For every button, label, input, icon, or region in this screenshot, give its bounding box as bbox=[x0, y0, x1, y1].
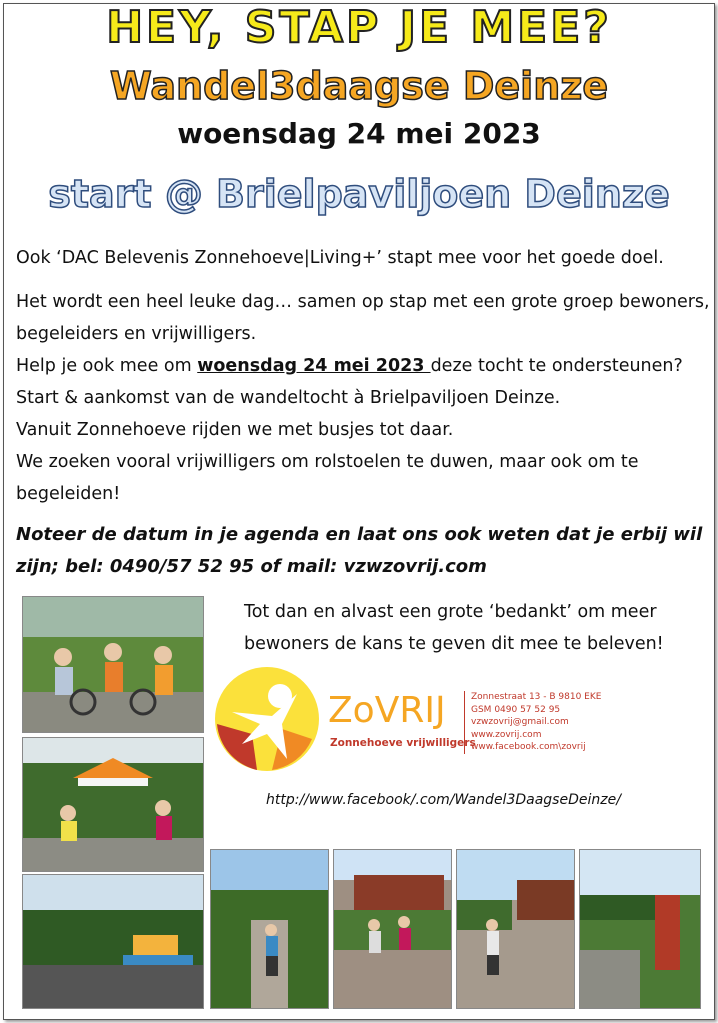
contact-address: Zonnestraat 13 - B 9810 EKE bbox=[471, 692, 602, 702]
contact-email[interactable]: vzwzovrij@gmail.com bbox=[471, 717, 569, 727]
logo-tagline: Zonnehoeve vrijwilligers bbox=[330, 737, 476, 749]
body-line: We zoeken vooral vrijwilligers om rolstoelen te duwen, maar ook om te begeleiden! bbox=[16, 452, 639, 504]
contact-facebook[interactable]: www.facebook.com\zovrij bbox=[471, 742, 586, 752]
body-line: Vanuit Zonnehoeve rijden we met busjes tot daar. bbox=[16, 420, 454, 440]
photo-walkers-village bbox=[456, 849, 575, 1009]
event-name: Wandel3daagse Deinze bbox=[109, 64, 609, 108]
photo-group-start bbox=[333, 849, 452, 1009]
body-line: Het wordt een heel leuke dag… samen op stap met een grote groep bewoners, begeleiders en vrijwilligers. bbox=[16, 292, 710, 344]
intro-line: Ook ‘DAC Belevenis Zonnehoeve|Living+’ stapt mee voor het goede doel. bbox=[16, 248, 664, 268]
body-paragraph bbox=[16, 286, 716, 510]
photo-park-path bbox=[22, 874, 204, 1009]
body-text-span: Help je ook mee om bbox=[16, 356, 198, 376]
body-line: Start & aankomst van de wandeltocht à Brielpaviljoen Deinze. bbox=[16, 388, 561, 408]
event-date: woensdag 24 mei 2023 bbox=[177, 117, 541, 150]
photo-finish-area bbox=[579, 849, 701, 1009]
facebook-link[interactable]: http://www.facebook/.com/Wandel3DaagseDeinze/ bbox=[266, 792, 621, 808]
logo-wordmark: ZoVRIJ bbox=[328, 690, 446, 731]
headline: HEY, STAP JE MEE? bbox=[106, 2, 612, 53]
photo-walkers-forest bbox=[210, 849, 329, 1009]
callout: Noteer de datum in je agenda en laat ons ook weten dat je erbij wil zijn; bel: 0490/57 52 95 of mail: vzwzovrij.com bbox=[16, 524, 703, 577]
body-text-span: deze tocht te ondersteunen? bbox=[430, 356, 683, 376]
zovrij-logo bbox=[212, 664, 322, 774]
contact-phone: GSM 0490 57 52 95 bbox=[471, 704, 561, 715]
photo-tent-stand bbox=[22, 737, 204, 872]
body-line bbox=[16, 350, 716, 382]
thanks-text: Tot dan en alvast een grote ‘bedankt’ om meer bewoners de kans te geven dit mee te beleven! bbox=[244, 602, 664, 654]
contact-block bbox=[464, 691, 601, 754]
photo-group-wheelchairs bbox=[22, 596, 204, 733]
start-location: start @ Brielpaviljoen Deinze bbox=[48, 172, 670, 216]
highlighted-date: woensdag 24 mei 2023 bbox=[197, 356, 431, 376]
contact-website[interactable]: www.zovrij.com bbox=[471, 729, 542, 740]
